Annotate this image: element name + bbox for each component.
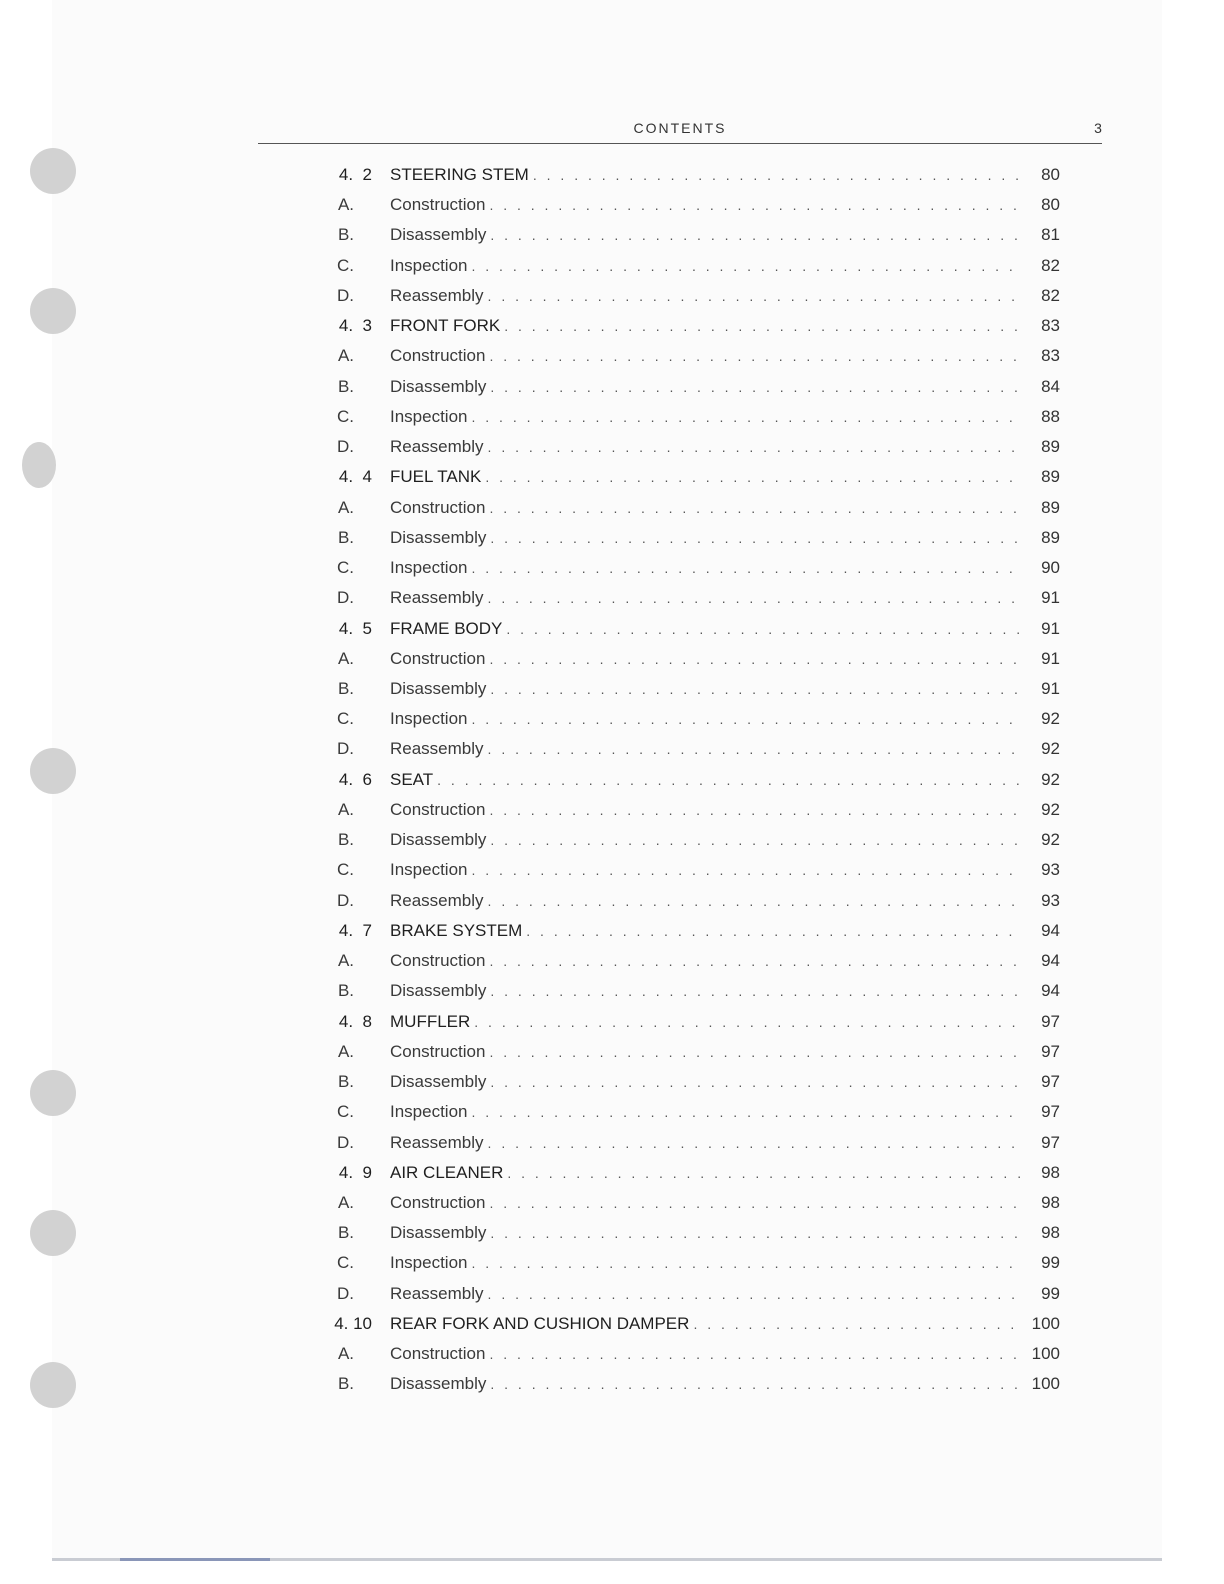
toc-subsection-row[interactable]	[300, 795, 1060, 825]
toc-entry-page: 89	[1041, 527, 1060, 547]
toc-entry-page: 100	[1031, 1344, 1060, 1364]
toc-subsection-row[interactable]	[300, 825, 1060, 855]
toc-entry-page: 83	[1041, 346, 1060, 366]
dot-leader	[484, 281, 1020, 311]
toc-section-row[interactable]	[300, 462, 1060, 492]
toc-entry-number: B.	[337, 1374, 354, 1394]
toc-subsection-row[interactable]	[300, 1097, 1060, 1127]
toc-entry-title: Disassembly	[390, 225, 487, 245]
toc-entry-title: Construction	[390, 497, 486, 517]
toc-entry-number: B.	[337, 225, 354, 245]
toc-entry-title: BRAKE SYSTEM	[390, 920, 523, 940]
dot-leader	[484, 583, 1020, 613]
toc-subsection-row[interactable]	[300, 946, 1060, 976]
toc-entry-number: 4. 8	[338, 1011, 372, 1031]
scan-edge-mark	[120, 1558, 270, 1561]
toc-entry-page: 81	[1041, 225, 1060, 245]
toc-section-row[interactable]	[300, 311, 1060, 341]
dot-leader	[484, 734, 1020, 764]
toc-entry-page: 92	[1041, 739, 1060, 759]
toc-entry-title: Disassembly	[390, 1072, 487, 1092]
toc-entry-page: 94	[1041, 951, 1060, 971]
dot-leader	[486, 523, 1020, 553]
toc-subsection-row[interactable]	[300, 1248, 1060, 1278]
toc-entry-page: 94	[1041, 920, 1060, 940]
toc-entry-number: A.	[337, 1344, 354, 1364]
dot-leader	[522, 916, 1020, 946]
toc-entry-title: Construction	[390, 1344, 486, 1364]
toc-subsection-row[interactable]	[300, 1339, 1060, 1369]
toc-entry-title: Disassembly	[390, 376, 487, 396]
toc-entry-number: B.	[337, 678, 354, 698]
toc-entry-title: Reassembly	[390, 437, 484, 457]
toc-subsection-row[interactable]	[300, 976, 1060, 1006]
toc-entry-title: Inspection	[390, 1102, 468, 1122]
toc-entry-title: Reassembly	[390, 1132, 484, 1152]
toc-entry-title: Construction	[390, 1192, 486, 1212]
toc-entry-title: Inspection	[390, 860, 468, 880]
toc-subsection-row[interactable]	[300, 432, 1060, 462]
toc-subsection-row[interactable]	[300, 1128, 1060, 1158]
toc-entry-page: 89	[1041, 437, 1060, 457]
dot-leader	[485, 946, 1020, 976]
toc-subsection-row[interactable]	[300, 1279, 1060, 1309]
toc-entry-page: 88	[1041, 406, 1060, 426]
toc-entry-title: Inspection	[390, 255, 468, 275]
dot-leader	[485, 644, 1020, 674]
dot-leader	[486, 674, 1020, 704]
toc-entry-number: A.	[337, 799, 354, 819]
toc-entry-number: D.	[337, 1132, 354, 1152]
toc-entry-page: 93	[1041, 890, 1060, 910]
toc-entry-number: D.	[337, 890, 354, 910]
toc-entry-title: Reassembly	[390, 1283, 484, 1303]
toc-subsection-row[interactable]	[300, 1188, 1060, 1218]
toc-entry-page: 98	[1041, 1162, 1060, 1182]
toc-entry-page: 98	[1041, 1192, 1060, 1212]
toc-entry-number: D.	[337, 588, 354, 608]
toc-entry-number: D.	[337, 285, 354, 305]
toc-subsection-row[interactable]	[300, 734, 1060, 764]
toc-entry-page: 100	[1031, 1313, 1060, 1333]
dot-leader	[484, 1279, 1020, 1309]
toc-entry-page: 80	[1041, 195, 1060, 215]
toc-entry-page: 91	[1041, 588, 1060, 608]
dot-leader	[529, 160, 1020, 190]
toc-subsection-row[interactable]	[300, 251, 1060, 281]
toc-section-row[interactable]	[300, 160, 1060, 190]
dot-leader	[470, 1007, 1020, 1037]
toc-entry-page: 91	[1041, 648, 1060, 668]
toc-entry-title: Reassembly	[390, 890, 484, 910]
dot-leader	[484, 1128, 1020, 1158]
dot-leader	[484, 886, 1020, 916]
toc-entry-title: Inspection	[390, 1253, 468, 1273]
toc-entry-page: 97	[1041, 1132, 1060, 1152]
toc-entry-number: A.	[337, 1041, 354, 1061]
toc-entry-number: C.	[337, 860, 354, 880]
binder-hole-4	[30, 748, 76, 794]
dot-leader	[689, 1309, 1020, 1339]
toc-entry-number: 4. 7	[338, 920, 372, 940]
toc-entry-title: Construction	[390, 195, 486, 215]
toc-subsection-row[interactable]	[300, 644, 1060, 674]
toc-entry-title: Disassembly	[390, 1223, 487, 1243]
toc-entry-title: STEERING STEM	[390, 165, 529, 184]
toc-entry-number: D.	[337, 739, 354, 759]
toc-entry-number: C.	[337, 1102, 354, 1122]
toc-subsection-row[interactable]	[300, 402, 1060, 432]
toc-entry-number: 4. 6	[338, 769, 372, 789]
toc-entry-number: B.	[337, 376, 354, 396]
dot-leader	[481, 462, 1020, 492]
dot-leader	[486, 976, 1020, 1006]
dot-leader	[485, 341, 1020, 371]
dot-leader	[503, 1158, 1020, 1188]
dot-leader	[468, 1248, 1021, 1278]
toc-section-row[interactable]	[300, 916, 1060, 946]
toc-entry-number: C.	[337, 255, 354, 275]
toc-entry-number: B.	[337, 1223, 354, 1243]
toc-section-row[interactable]	[300, 1158, 1060, 1188]
dot-leader	[502, 614, 1020, 644]
toc-entry-number: 4. 4	[338, 467, 372, 487]
toc-entry-page: 90	[1041, 558, 1060, 578]
binder-hole-6	[30, 1210, 76, 1256]
toc-entry-page: 97	[1041, 1041, 1060, 1061]
toc-entry-title: Disassembly	[390, 981, 487, 1001]
dot-leader	[433, 765, 1020, 795]
toc-entry-page: 91	[1041, 678, 1060, 698]
toc-entry-number: C.	[337, 406, 354, 426]
dot-leader	[500, 311, 1020, 341]
toc-subsection-row[interactable]	[300, 674, 1060, 704]
toc-entry-number: B.	[337, 981, 354, 1001]
toc-section-row[interactable]	[300, 1309, 1060, 1339]
dot-leader	[485, 795, 1020, 825]
dot-leader	[486, 825, 1020, 855]
toc-entry-number: A.	[337, 346, 354, 366]
toc-entry-title: SEAT	[390, 769, 434, 789]
binder-hole-5	[30, 1070, 76, 1116]
toc-subsection-row[interactable]	[300, 583, 1060, 613]
toc-entry-title: Inspection	[390, 709, 468, 729]
toc-section-row[interactable]	[300, 765, 1060, 795]
toc-entry-page: 89	[1041, 467, 1060, 487]
dot-leader	[468, 704, 1021, 734]
toc-entry-title: Construction	[390, 648, 486, 668]
toc-entry-page: 80	[1041, 165, 1060, 184]
toc-entry-title: FUEL TANK	[390, 467, 482, 487]
dot-leader	[486, 1369, 1020, 1399]
toc-entry-page: 89	[1041, 497, 1060, 517]
toc-entry-number: B.	[337, 527, 354, 547]
table-of-contents	[300, 160, 1060, 1400]
toc-entry-title: Disassembly	[390, 527, 487, 547]
toc-entry-title: Construction	[390, 1041, 486, 1061]
toc-entry-number: D.	[337, 1283, 354, 1303]
toc-entry-title: MUFFLER	[390, 1011, 471, 1031]
toc-entry-number: A.	[337, 497, 354, 517]
toc-entry-page: 82	[1041, 285, 1060, 305]
toc-entry-page: 98	[1041, 1223, 1060, 1243]
toc-entry-number: A.	[337, 1192, 354, 1212]
toc-entry-number: B.	[337, 1072, 354, 1092]
toc-entry-title: Reassembly	[390, 285, 484, 305]
toc-entry-page: 93	[1041, 860, 1060, 880]
toc-entry-number: 4. 5	[338, 618, 372, 638]
toc-entry-title: AIR CLEANER	[390, 1162, 504, 1182]
dot-leader	[468, 402, 1021, 432]
toc-entry-number: 4. 10	[334, 1313, 372, 1333]
toc-entry-number: 4. 9	[338, 1162, 372, 1182]
toc-subsection-row[interactable]	[300, 886, 1060, 916]
dot-leader	[485, 1188, 1020, 1218]
dot-leader	[468, 251, 1021, 281]
toc-subsection-row[interactable]	[300, 493, 1060, 523]
toc-subsection-row[interactable]	[300, 1037, 1060, 1067]
toc-entry-number: C.	[337, 709, 354, 729]
binder-hole-2	[30, 288, 76, 334]
toc-entry-title: Disassembly	[390, 830, 487, 850]
dot-leader	[485, 1339, 1020, 1369]
dot-leader	[486, 220, 1020, 250]
toc-entry-page: 92	[1041, 799, 1060, 819]
dot-leader	[468, 855, 1021, 885]
toc-entry-page: 97	[1041, 1102, 1060, 1122]
toc-entry-page: 84	[1041, 376, 1060, 396]
toc-subsection-row[interactable]	[300, 704, 1060, 734]
toc-entry-title: FRAME BODY	[390, 618, 503, 638]
toc-entry-page: 92	[1041, 769, 1060, 789]
toc-subsection-row[interactable]	[300, 220, 1060, 250]
toc-subsection-row[interactable]	[300, 1218, 1060, 1248]
dot-leader	[485, 190, 1020, 220]
toc-subsection-row[interactable]	[300, 553, 1060, 583]
toc-subsection-row[interactable]	[300, 190, 1060, 220]
toc-entry-number: A.	[337, 951, 354, 971]
toc-entry-title: Inspection	[390, 406, 468, 426]
toc-entry-title: Construction	[390, 346, 486, 366]
toc-subsection-row[interactable]	[300, 855, 1060, 885]
toc-subsection-row[interactable]	[300, 1067, 1060, 1097]
header-title: CONTENTS	[633, 120, 727, 136]
toc-entry-number: B.	[337, 830, 354, 850]
toc-entry-page: 83	[1041, 316, 1060, 336]
toc-entry-title: FRONT FORK	[390, 316, 501, 336]
toc-entry-title: Reassembly	[390, 739, 484, 759]
toc-entry-page: 100	[1031, 1374, 1060, 1394]
binder-hole-7	[30, 1362, 76, 1408]
toc-subsection-row[interactable]	[300, 281, 1060, 311]
toc-entry-title: Disassembly	[390, 678, 487, 698]
binder-hole-1	[30, 148, 76, 194]
toc-entry-number: 4. 3	[338, 316, 372, 336]
toc-entry-number: A.	[337, 648, 354, 668]
toc-entry-page: 97	[1041, 1011, 1060, 1031]
toc-entry-number: C.	[337, 1253, 354, 1273]
dot-leader	[486, 372, 1020, 402]
toc-entry-page: 99	[1041, 1283, 1060, 1303]
dot-leader	[485, 1037, 1020, 1067]
toc-section-row[interactable]	[300, 614, 1060, 644]
toc-entry-title: REAR FORK AND CUSHION DAMPER	[390, 1313, 690, 1333]
toc-entry-page: 97	[1041, 1072, 1060, 1092]
toc-entry-number: A.	[337, 195, 354, 215]
binder-hole-3	[22, 442, 56, 488]
toc-entry-title: Disassembly	[390, 1374, 487, 1394]
toc-entry-page: 82	[1041, 255, 1060, 275]
toc-section-row[interactable]	[300, 1007, 1060, 1037]
toc-entry-title: Construction	[390, 799, 486, 819]
toc-entry-page: 92	[1041, 709, 1060, 729]
toc-entry-page: 91	[1041, 618, 1060, 638]
dot-leader	[485, 493, 1020, 523]
dot-leader	[468, 553, 1021, 583]
header-rule	[258, 143, 1102, 144]
toc-entry-page: 94	[1041, 981, 1060, 1001]
toc-entry-title: Construction	[390, 951, 486, 971]
toc-entry-number: D.	[337, 437, 354, 457]
toc-entry-page: 99	[1041, 1253, 1060, 1273]
toc-entry-number: 4. 2	[338, 165, 372, 184]
header-page-number: 3	[1094, 120, 1102, 136]
toc-entry-title: Inspection	[390, 558, 468, 578]
toc-subsection-row[interactable]	[300, 1369, 1060, 1399]
toc-entry-page: 92	[1041, 830, 1060, 850]
dot-leader	[468, 1097, 1021, 1127]
dot-leader	[486, 1067, 1020, 1097]
dot-leader	[484, 432, 1020, 462]
toc-entry-title: Reassembly	[390, 588, 484, 608]
toc-subsection-row[interactable]	[300, 372, 1060, 402]
toc-entry-number: C.	[337, 558, 354, 578]
dot-leader	[486, 1218, 1020, 1248]
toc-subsection-row[interactable]	[300, 341, 1060, 371]
toc-subsection-row[interactable]	[300, 523, 1060, 553]
